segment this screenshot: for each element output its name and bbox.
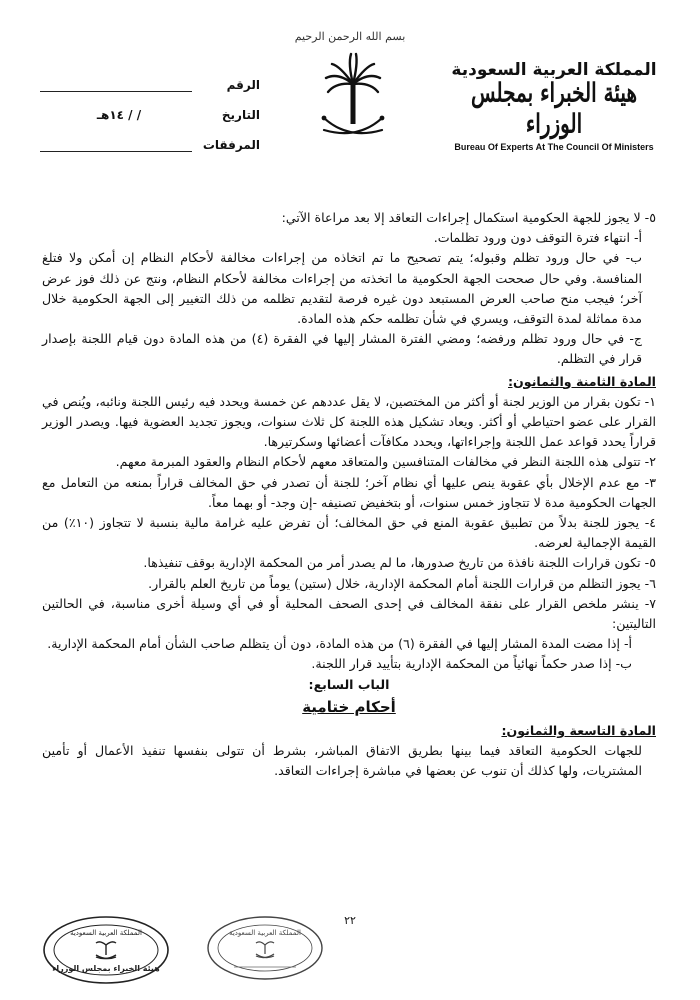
basmala: بسم الله الرحمن الرحيم bbox=[294, 30, 406, 43]
article-88-clause-4: ٤- يجوز للجنة بدلاً من تطبيق عقوبة المنع في حق المخالف؛ أن تفرض عليه غرامة مالية بنسبة لا تتجاوز (١٠٪) من القيمة الإجمالية لعرضه. bbox=[42, 515, 657, 551]
clause-5b: ب- في حال ورود تظلم وقبوله؛ يتم تصحيح ما تم اتخاذه من إجراءات مخالفة لأحكام النظام إن أمكن ولا فتلغ المنافسة. وفي حال صححت الجهة الحكومية ما اتخذته من إجراءات مخالفة لأحكام النظام، ونتج عن ذلك فوز عرض آخر؛ فيجب منح صاحب العرض المستبعد دون غيره فرصة لتقديم تظلمه من ذلك التغيير إلى الجهة الحكومية خلال مدة مماثلة لمدة التوقف، ويسري في شأن تظلمه حكم هذه المادة. bbox=[42, 250, 642, 327]
date-value: / / ١٤هـ bbox=[96, 108, 142, 122]
attachments-label: المرفقات bbox=[202, 138, 260, 152]
attachments-line bbox=[40, 137, 192, 152]
article-88-clause-6: ٦- يجوز التظلم من قرارات اللجنة أمام المحكمة الإدارية، خلال (ستين) يوماً من تاريخ العلم بالقرار. bbox=[148, 575, 656, 591]
article-88-clause-7b: ب- إذا صدر حكماً نهائياً من المحكمة الإدارية بتأييد قرار اللجنة. bbox=[311, 656, 632, 672]
clause-5c: ج- في حال ورود تظلم ورفضه؛ ومضي الفترة المشار إليها في الفقرة (٤) من هذه المادة دون قيام اللجنة بإصدار قرار في التظلم. bbox=[42, 331, 642, 367]
official-seal-stamp-right bbox=[206, 915, 324, 981]
article-88-clause-7a: أ- إذا مضت المدة المشار إليها في الفقرة (٦) من هذه المادة، دون أن يتظلم صاحب الشأن أمام المحكمة الإدارية. bbox=[47, 636, 632, 652]
article-88-clause-1: ١- تكون بقرار من الوزير لجنة أو أكثر من المختصين، لا يقل عددهم عن خمسة ويحدد فيه رئيس اللجنة ونائبه، ويُنص في القرار على عضو احتياطي أو أكثر. ويعاد تشكيل هذه اللجنة كل ثلاث سنوات، ويجوز تجديد العضوية فيها. ويصدر الوزير قراراً يحدد قواعد عمل اللجنة وإجراءاتها، ويحدد مكافآت أعضائها وسكرتيرها. bbox=[42, 393, 656, 450]
date-row bbox=[40, 92, 260, 122]
article-88-clause-3: ٣- مع عدم الإخلال بأي عقوبة ينص عليها أي نظام آخر؛ للجنة أن تصدر في حق المخالف قراراً بمنعه من التعامل مع الجهات الحكومية مدة لا تتجاوز خمس سنوات، أو بتخفيض تصنيفه -إن وجد- أو بهما معاً. bbox=[42, 474, 656, 510]
bureau-letterhead bbox=[444, 60, 664, 152]
stamp1-bureau-text: هيئة الخبراء بمجلس الوزراء bbox=[52, 964, 160, 973]
article-88-heading: المادة الثامنة والثمانون: bbox=[508, 373, 656, 389]
clause-5a: أ- انتهاء فترة التوقف دون ورود تظلمات. bbox=[433, 230, 642, 246]
reference-block bbox=[40, 62, 260, 152]
stamp1-kingdom-text: المملكة العربية السعودية bbox=[70, 929, 142, 937]
reference-number-label: الرقم bbox=[226, 78, 260, 92]
saudi-emblem-icon bbox=[318, 48, 388, 158]
kingdom-name: المملكة العربية السعودية bbox=[451, 60, 657, 80]
article-89-text: للجهات الحكومية التعاقد فيما بينها بطريق الاتفاق المباشر، بشرط أن تتولى بنفسها تنفيذ الأعمال أو تأمين المشتريات، ولها كذلك أن تنوب عن بعضها في مباشرة إجراءات التعاقد. bbox=[42, 743, 642, 779]
bureau-name-english: Bureau Of Experts At The Council Of Ministers bbox=[454, 142, 654, 152]
chapter-heading: الباب السابع: bbox=[308, 676, 390, 692]
article-88-clause-5: ٥- تكون قرارات اللجنة نافذة من تاريخ صدورها، ما لم يصدر أمر من المحكمة الإدارية بوقف تنفيذها. bbox=[143, 555, 656, 571]
page-number: ٢٢ bbox=[344, 914, 356, 927]
document-body bbox=[42, 208, 656, 781]
clause-5: ٥- لا يجوز للجهة الحكومية استكمال إجراءات التعاقد إلا بعد مراعاة الآتي: bbox=[281, 210, 656, 225]
attachments-row bbox=[40, 122, 260, 152]
chapter-title: أحكام ختامية bbox=[302, 697, 396, 716]
reference-number-row bbox=[40, 62, 260, 92]
official-seal-stamp-left bbox=[42, 915, 170, 985]
date-label: التاريخ bbox=[221, 108, 260, 122]
article-89-heading: المادة التاسعة والثمانون: bbox=[501, 722, 656, 738]
stamp2-kingdom-text: المملكة العربية السعودية bbox=[229, 929, 301, 937]
article-88-clause-7: ٧- ينشر ملخص القرار على نفقة المخالف في إحدى الصحف المحلية أو في أي وسيلة أخرى مناسبة، في الحالتين التاليتين: bbox=[42, 595, 656, 632]
bureau-name-arabic: هيئة الخبراء بمجلس الوزراء bbox=[470, 76, 637, 140]
article-88-clause-2: ٢- تتولى هذه اللجنة النظر في مخالفات المتنافسين والمتعاقد معهم لأحكام النظام والعقود المبرمة معهم. bbox=[115, 454, 656, 470]
reference-number-line bbox=[40, 77, 192, 92]
